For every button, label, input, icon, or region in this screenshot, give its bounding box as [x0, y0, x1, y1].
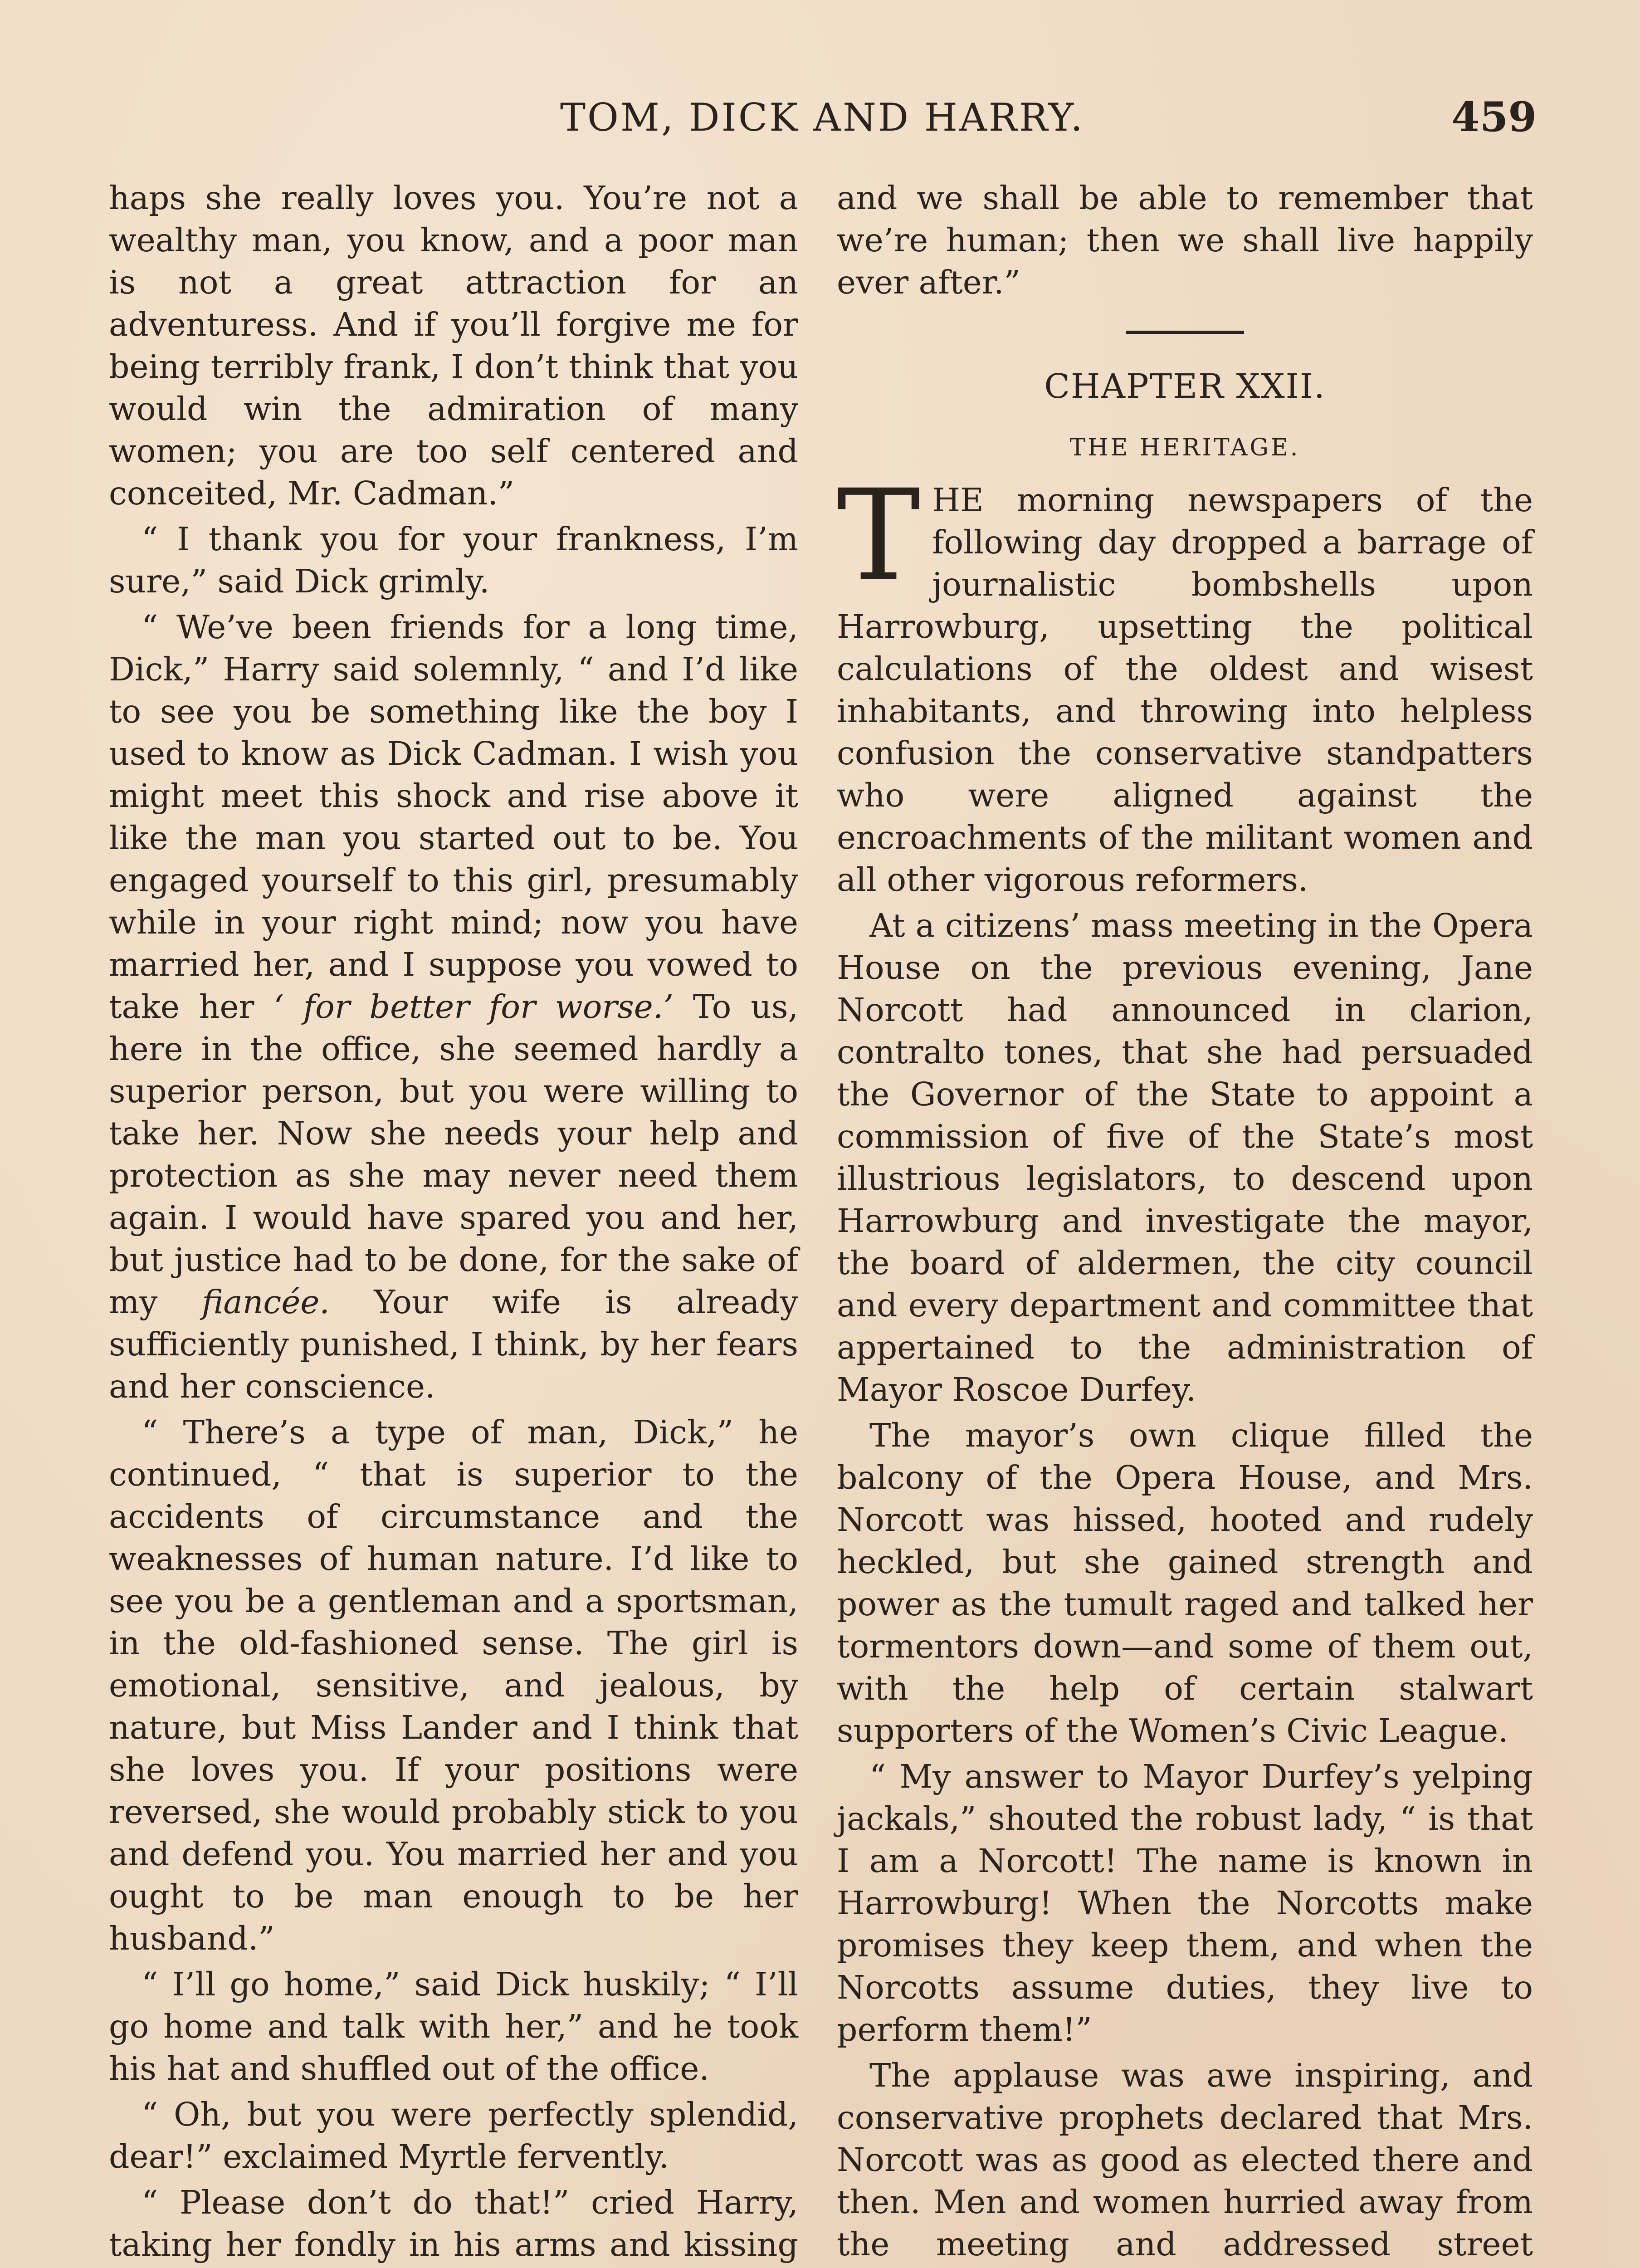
paragraph: “ I thank you for your frankness, I’m sure,” said Dick grimly. [109, 520, 798, 600]
drop-cap: T [837, 463, 921, 609]
paragraph [109, 606, 798, 1408]
italic-word: fiancée. [202, 1283, 330, 1321]
italic-phrase: ‘ for better for worse.’ [273, 988, 674, 1026]
chapter-subtitle: THE HERITAGE. [1069, 434, 1300, 461]
right-column [837, 177, 1533, 2268]
left-column [109, 177, 798, 2268]
paragraph [837, 463, 1533, 901]
paragraph: “ My answer to Mayor Durfey’s yelping jackals,” shouted the robust lady, “ is that I am a Norcott! The name is known in Harrowburg! When the Norcotts make promises they keep them, and when the Norcotts assume duties, they live to perform them!” [837, 1758, 1533, 2048]
paragraph-text: HE morning newspapers of the following day dropped a barrage of journalistic bombshells upon Harrowburg, upsetting the political calculations of the oldest and wisest inhabitants, and throwing into helpless confusion the conservative standpatters who were aligned against the encroachments of the militant women and all other vigorous reformers. [837, 481, 1533, 899]
paragraph-text: “ We’ve been friends for a long time, Dick,” Harry said solemnly, “ and I’d like to see you be something like the boy I used to know as Dick Cadman. I wish you might meet this shock and rise above it like the man you started out to be. You engaged yourself to this girl, presumably while in your right mind; now you have married her, and I suppose you vowed to take her [109, 608, 798, 1026]
paragraph: “ Oh, but you were perfectly splendid, dear!” exclaimed Myrtle fervently. [109, 2096, 798, 2175]
paragraph: “ There’s a type of man, Dick,” he continued, “ that is superior to the accidents of circumstance and the weaknesses of human nature. I’d like to see you be a gentleman and a sportsman, in the old-fashioned sense. The girl is emotional, sensitive, and jealous, by nature, but Miss Lander and I think that she loves you. If your positions were reversed, she would probably stick to you and defend you. You married her and you ought to be man enough to be her husband.” [109, 1413, 798, 1957]
running-head: TOM, DICK AND HARRY. [560, 95, 1084, 140]
paragraph: At a citizens’ mass meeting in the Opera House on the previous evening, Jane Norcott had announced in clarion, contralto tones, that she had persuaded the Governor of the State to appoint a commission of five of the State’s most illustrious legislators, to descend upon Harrowburg and investigate the mayor, the board of aldermen, the city council and every department and committee that appertained to the administration of Mayor Roscoe Durfey. [837, 907, 1533, 1408]
paragraph: haps she really loves you. You’re not a wealthy man, you know, and a poor man is not a great attraction for an adventuress. And if you’ll forgive me for being terribly frank, I don’t think that you would win the admiration of many women; you are too self centered and conceited, Mr. Cadman.” [109, 179, 798, 512]
paragraph [109, 2181, 798, 2268]
paragraph-text: To us, here in the office, she seemed hardly a superior person, but you were willing to take her. Now she needs your help and protection as she may never need them again. I would have spared you and her, but justice had to be done, for the sake of my [109, 988, 799, 1321]
paragraph-text: Your wife is already sufficiently punished, I think, by her fears and her conscience. [109, 1283, 798, 1405]
paragraph-text: “ Please don’t do that!” cried Harry, taking her fondly in his arms and kissing [109, 2184, 798, 2263]
section-divider [1126, 331, 1244, 334]
paragraph: and we shall be able to remember that we’re human; then we shall live happily ever after.” [837, 179, 1533, 301]
chapter-title: CHAPTER XXII. [1044, 367, 1326, 406]
page-number: 459 [1451, 93, 1537, 141]
paragraph: “ I’ll go home,” said Dick huskily; “ I’ll go home and talk with her,” and he took his hat and shuffled out of the office. [109, 1965, 798, 2087]
paragraph: The applause was awe inspiring, and conservative prophets declared that Mrs. Norcott was as good as elected there and then. Men and women hurried away from the meeting and addressed street [837, 2057, 1533, 2263]
paragraph: The mayor’s own clique filled the balcony of the Opera House, and Mrs. Norcott was hissed, hooted and rudely heckled, but she gained strength and power as the tumult raged and talked her tormentors down—and some of them out, with the help of certain stalwart supporters of the Women’s Civic League. [837, 1417, 1533, 1750]
